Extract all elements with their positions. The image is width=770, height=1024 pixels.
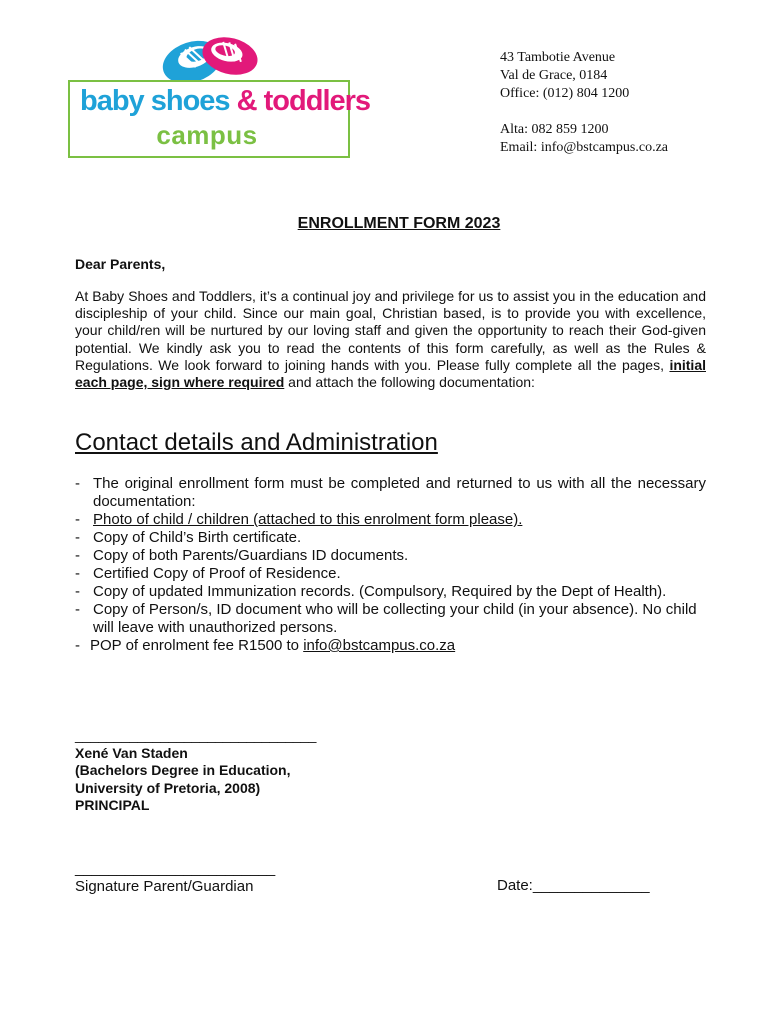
greeting: Dear Parents, (75, 256, 166, 272)
list-dash: - (75, 511, 80, 528)
list-dash: - (75, 529, 80, 546)
requirement-text: The original enrollment form must be completed and returned to us with all the necessary documentation: (93, 475, 706, 510)
intro-tail: and attach the following documentation: (284, 374, 535, 391)
address-office-phone: Office: (012) 804 1200 (500, 86, 630, 101)
list-item (75, 601, 706, 637)
contact-address-block (500, 49, 740, 157)
form-title: ENROLLMENT FORM 2023 (297, 215, 501, 232)
list-item (75, 511, 706, 529)
list-dash: - (75, 565, 80, 582)
list-item (75, 547, 706, 565)
list-dash: - (75, 547, 80, 564)
requirement-text: Copy of updated Immunization records. (Compulsory, Required by the Dept of Health). (93, 583, 667, 600)
intro-text: At Baby Shoes and Toddlers, it’s a continual joy and privilege for us to assist you in the education and discipleship of your child. Since our main goal, Christian based, is to provide you with excellence, your child/ren will be nurtured by our loving staff and given the opportunity to reach their God-given potential. We kindly ask you to read the contents of this form carefully, as well as the Rules & Regulations. We look forward to joining hands with you. Please fully complete all the pages, (75, 288, 706, 373)
pop-email-link[interactable]: info@bstcampus.co.za (303, 637, 456, 654)
list-dash: - (75, 601, 80, 618)
parent-signature-label: Signature Parent/Guardian (75, 878, 254, 895)
address-spacer (500, 103, 740, 121)
address-email: Email: info@bstcampus.co.za (500, 140, 669, 155)
address-area: Val de Grace, 0184 (500, 68, 608, 83)
address-street: 43 Tambotie Avenue (500, 50, 616, 65)
section-heading: Contact details and Administration (75, 429, 438, 456)
list-dash: - (75, 475, 80, 492)
principal-signature-block (75, 727, 316, 815)
principal-degree: (Bachelors Degree in Education, (75, 762, 291, 778)
requirement-text: Photo of child / children (attached to this enrolment form please). (93, 511, 523, 528)
address-alta-phone: Alta: 082 859 1200 (500, 122, 609, 137)
intro-emphasis: initial each page, sign where required (75, 356, 706, 391)
list-item (75, 565, 706, 583)
logo-text-toddlers: toddlers (263, 85, 371, 117)
principal-signature-line: _______________________________ (75, 727, 317, 743)
list-dash: - (75, 583, 80, 600)
requirement-text: Certified Copy of Proof of Residence. (93, 565, 341, 582)
principal-university: University of Pretoria, 2008) (75, 779, 261, 796)
logo-text-baby-shoes: baby shoes (80, 85, 230, 117)
list-item (75, 637, 706, 655)
requirement-text: Copy of both Parents/Guardians ID documents. (93, 547, 409, 564)
list-item (75, 529, 706, 547)
requirements-list (75, 475, 706, 655)
requirement-text: Copy of Person/s, ID document who will be collecting your child (in your absence). No child will leave with unauthorized persons. (93, 601, 697, 636)
requirement-text: Copy of Child’s Birth certificate. (93, 529, 302, 546)
principal-role: PRINCIPAL (75, 797, 150, 813)
list-item (75, 583, 706, 601)
date-field[interactable]: Date:______________ (497, 877, 650, 894)
campus-logo (68, 28, 371, 160)
intro-paragraph (75, 288, 706, 391)
list-dash: - (75, 637, 80, 654)
baby-shoes-logo-icon (154, 28, 264, 88)
parent-signature-line[interactable]: ________________________ (75, 860, 276, 877)
parent-signature-block (75, 860, 275, 896)
logo-text-ampersand: & (236, 85, 257, 117)
logo-wordmark (80, 84, 371, 118)
principal-name: Xené Van Staden (75, 744, 188, 761)
list-item (75, 475, 706, 511)
pop-text: POP of enrolment fee R1500 to (90, 637, 304, 654)
logo-text-campus: campus (142, 120, 272, 150)
